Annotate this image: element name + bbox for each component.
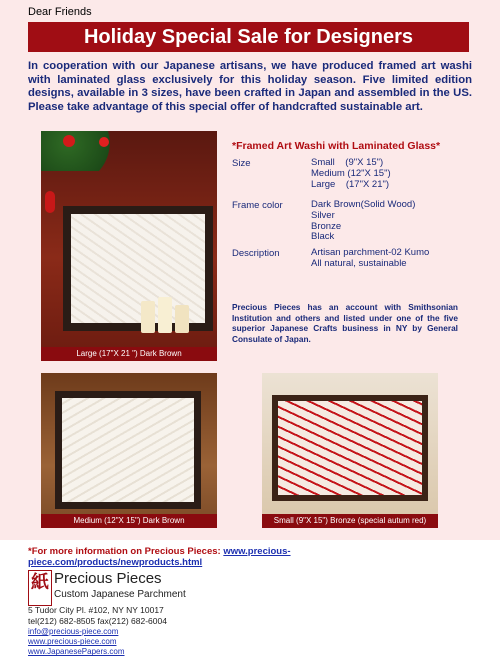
description-sustainable: All natural, sustainable bbox=[311, 257, 407, 269]
new-products-link[interactable]: www.precious-piece.com/products/newproducts.html bbox=[28, 546, 291, 568]
small-product-photo bbox=[262, 373, 438, 528]
brand-name: Precious Pieces bbox=[54, 570, 162, 587]
frame-color-list bbox=[311, 200, 415, 243]
frame-dark-brown: Dark Brown(Solid Wood) bbox=[311, 199, 416, 210]
size-small: Small (9"X 15") bbox=[311, 157, 384, 168]
frame-color-label: Frame color bbox=[232, 200, 283, 211]
frame-black: Black bbox=[311, 231, 335, 243]
contact-block bbox=[28, 605, 167, 626]
size-list bbox=[311, 158, 391, 190]
greeting: Dear Friends bbox=[28, 6, 92, 18]
size-large: Large (17"X 21") bbox=[311, 178, 390, 190]
ornament-red-1 bbox=[63, 135, 75, 147]
footer-links bbox=[28, 627, 125, 658]
medium-frame bbox=[55, 391, 201, 509]
ornament-red-2 bbox=[99, 137, 109, 147]
large-frame bbox=[63, 206, 213, 331]
large-product-photo bbox=[41, 131, 217, 361]
email-link[interactable]: info@precious-piece.com bbox=[28, 627, 119, 636]
paper-logo-icon: 紙 bbox=[28, 570, 52, 606]
ornament-red-3 bbox=[45, 191, 55, 213]
phone-line: tel(212) 682-8505 fax(212) 682-6004 bbox=[28, 615, 167, 626]
page-title-banner: Holiday Special Sale for Designers bbox=[28, 22, 469, 52]
description-label: Description bbox=[232, 248, 280, 259]
more-info-line bbox=[28, 546, 328, 568]
brand-tagline: Custom Japanese Parchment bbox=[54, 589, 186, 600]
description-list bbox=[311, 248, 429, 270]
small-washi-art bbox=[278, 401, 422, 495]
japanese-papers-link[interactable]: www.JapanesePapers.com bbox=[28, 647, 125, 657]
intro-paragraph: In cooperation with our Japanese artisans, we have produced framed art washi with laminated glass exclusively for this holiday season. Five limited edition designs, available in 3 sizes, have been crafted in Japan and assembled in the US. Please take advantage of this special offer of handcrafted sustainable art. bbox=[28, 60, 472, 113]
caption-medium: Medium (12"X 15") Dark Brown bbox=[41, 514, 217, 528]
wreath-decoration bbox=[41, 131, 131, 171]
small-frame bbox=[272, 395, 428, 501]
spec-title: *Framed Art Washi with Laminated Glass* bbox=[232, 140, 441, 152]
address-line: 5 Tudor City Pl. #102, NY NY 10017 bbox=[28, 605, 164, 615]
medium-product-photo bbox=[41, 373, 217, 528]
caption-large: Large (17"X 21 ") Dark Brown bbox=[41, 347, 217, 361]
description-material: Artisan parchment-02 Kumo bbox=[311, 247, 430, 258]
candle-2 bbox=[158, 297, 172, 333]
frame-bronze: Bronze bbox=[311, 220, 342, 232]
frame-silver: Silver bbox=[311, 209, 335, 221]
candle-3 bbox=[175, 305, 189, 333]
candle-1 bbox=[141, 301, 155, 333]
size-medium: Medium (12"X 15") bbox=[311, 167, 391, 179]
medium-washi-art bbox=[62, 398, 194, 502]
caption-small: Small (9"X 15") Bronze (special autum red) bbox=[262, 514, 438, 528]
smithsonian-note: Precious Pieces has an account with Smithsonian Institution and others and listed under one of the five superior Japanese Crafts business in NY by General Consulate of Japan. bbox=[232, 302, 458, 344]
website-link[interactable]: www.precious-piece.com bbox=[28, 637, 117, 647]
more-info-prefix: *For more information on Precious Pieces: bbox=[28, 546, 224, 557]
size-label: Size bbox=[232, 158, 251, 169]
